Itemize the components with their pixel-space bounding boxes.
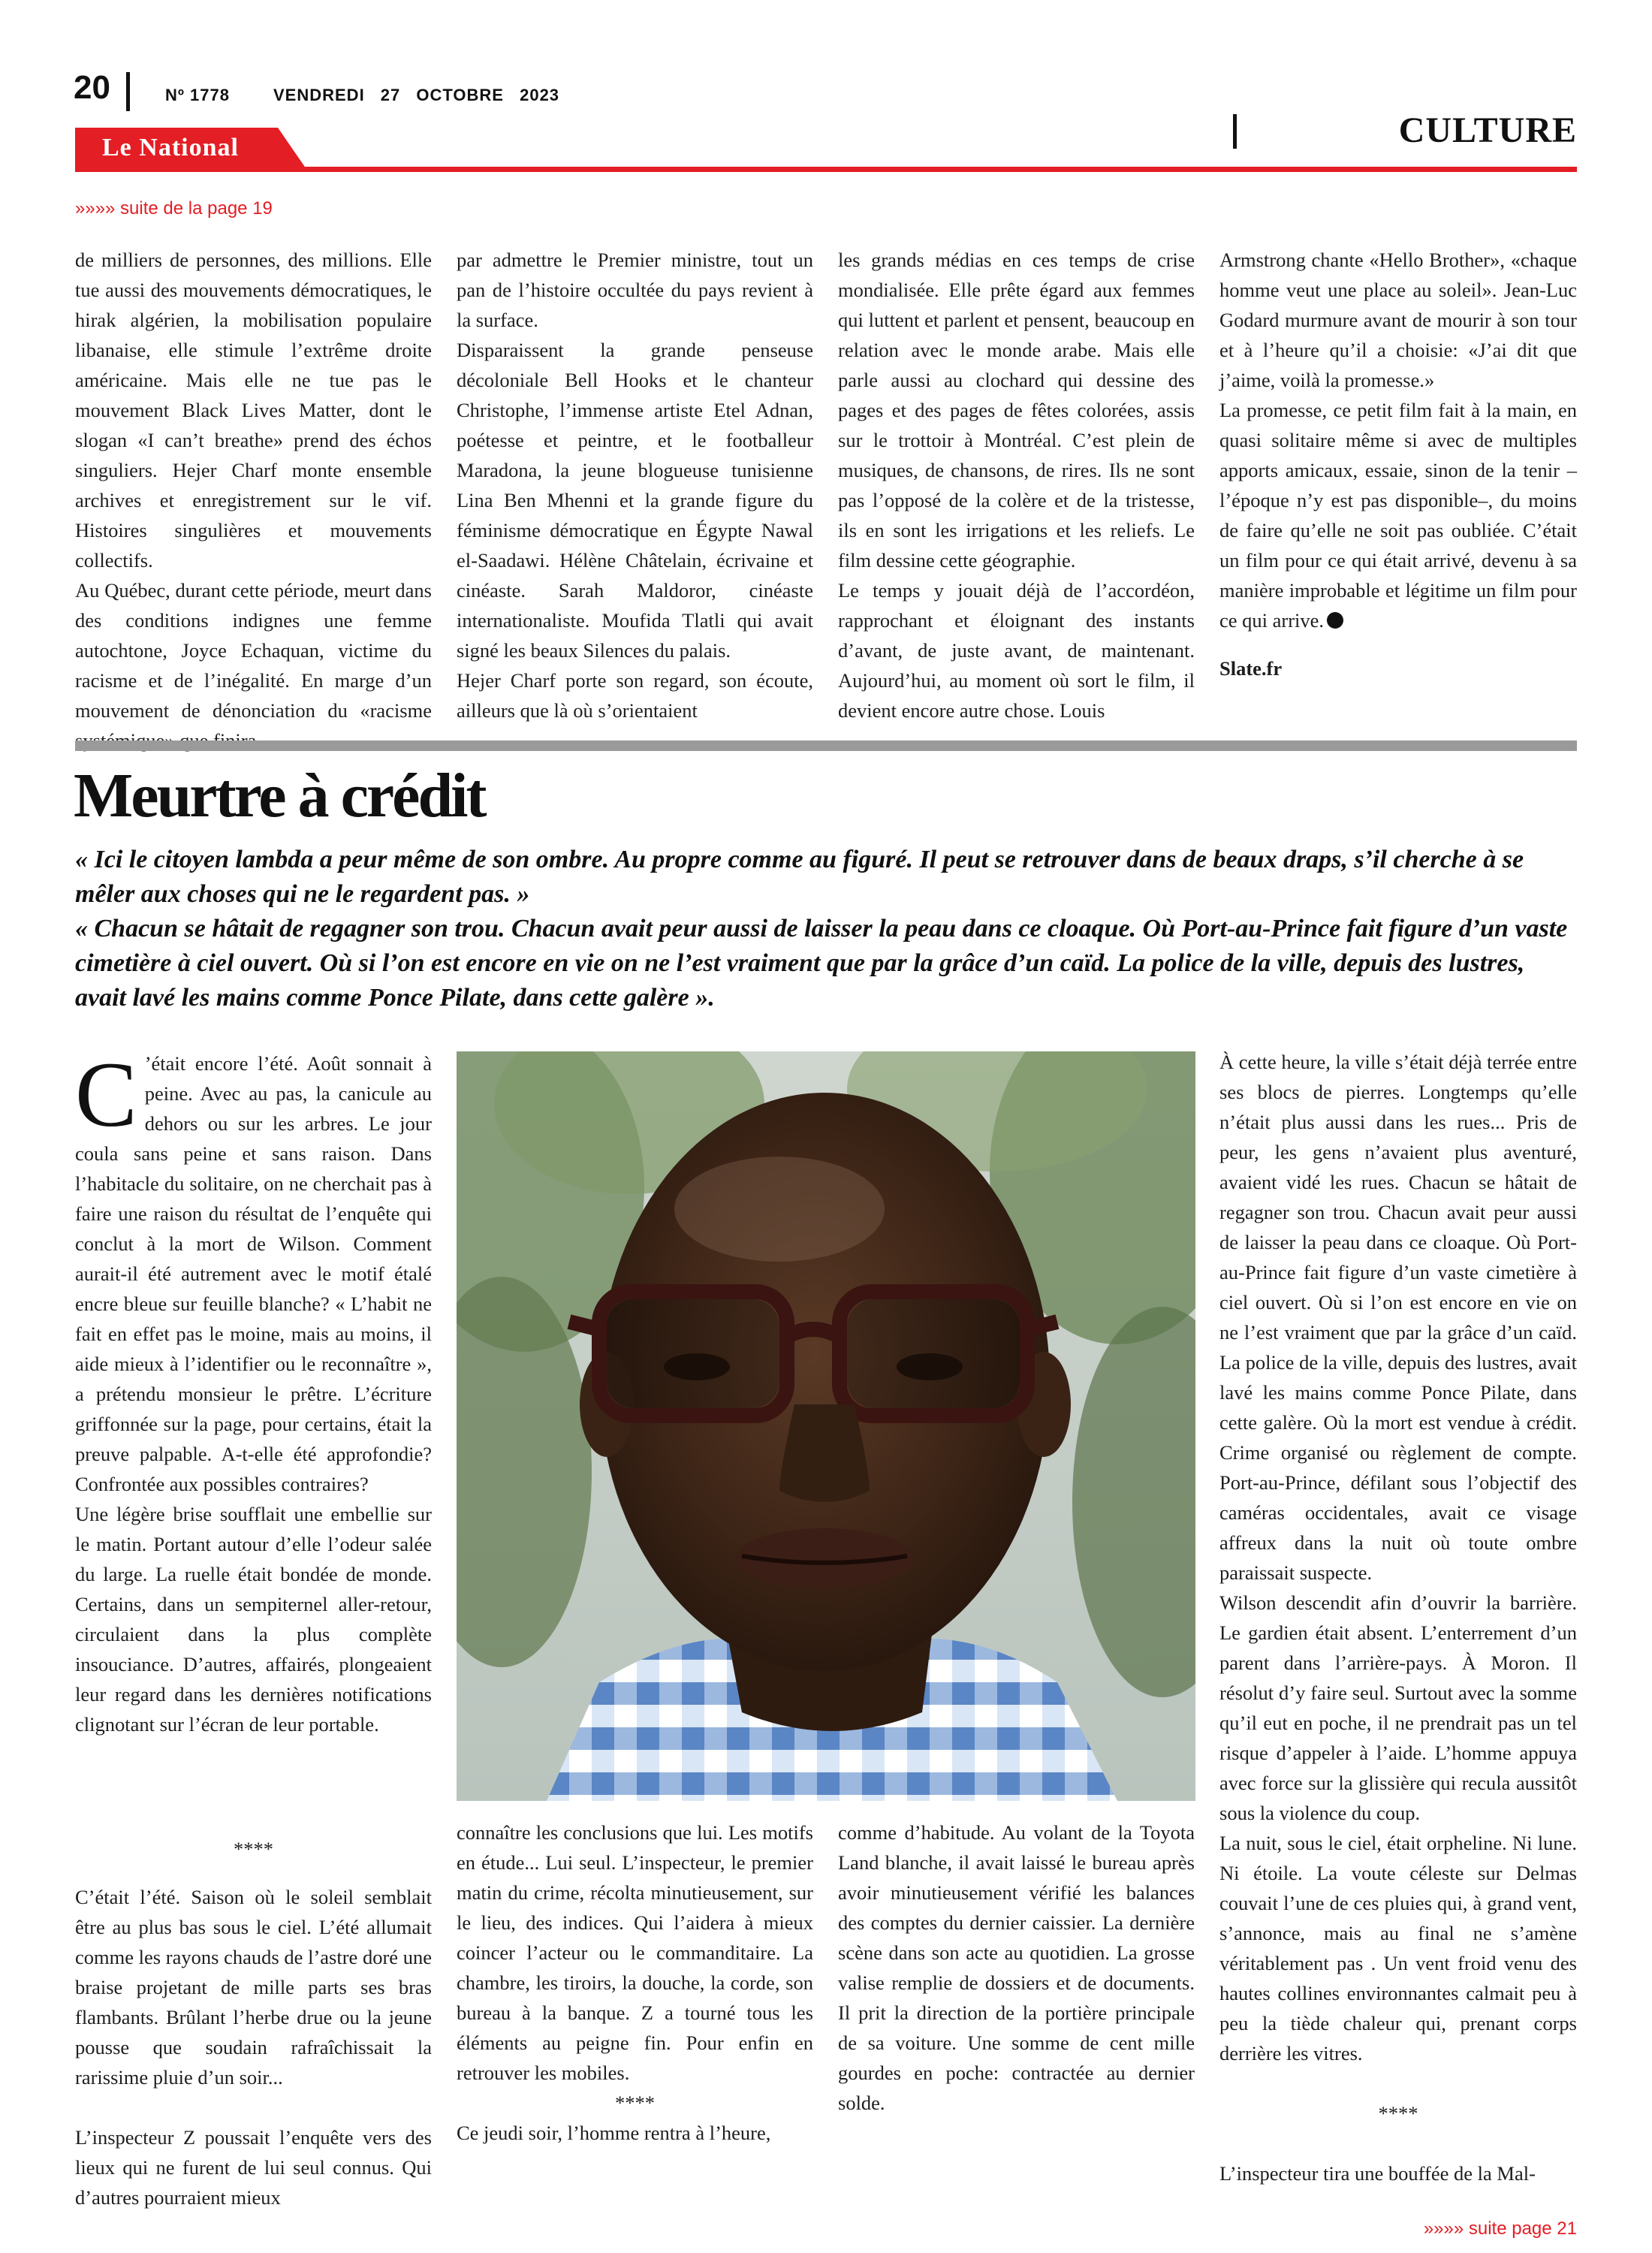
paragraph: Ce jeudi soir, l’homme rentra à l’heure,: [457, 2122, 771, 2144]
paragraph-text: La promesse, ce petit film fait à la main, en quasi solitaire même si avec de multiples apports amicaux, essaie, sinon de la tenir –l’époque n’y est pas disponible–, du moins de faire qu’elle ne soit pas oubliée. C’était un film pour ce qui était arrivé, devenu à sa manière improbable et légitime un film pour ce qui arrive.: [1219, 399, 1577, 632]
paragraph: Armstrong chante «Hello Brother», «chaque homme veut une place au soleil». Jean-Luc Godard murmure avant de mourir à son tour et à l’heure qu’il a choisie: «J’ai dit que j’aime, voilà la promesse.»: [1219, 249, 1577, 391]
prev-article-column-3: [838, 245, 1195, 725]
prev-article-column-2: [457, 245, 813, 725]
paragraph: L’inspecteur Z poussait l’enquête vers des lieux qui ne furent de lui seul connus. Qui d’autres pourraient mieux: [75, 2126, 432, 2209]
paragraph: Disparaissent la grande penseuse décoloniale Bell Hooks et le chanteur Christophe, l’immense artiste Etel Adnan, poétesse et peintre, et le footballeur Maradona, la jeune blogueuse tunisienne Lina Ben Mhenni et la grande figure du féminisme démocratique en Égypte Nawal el-Saadawi. Hélène Châtelain, écrivaine et cinéaste. Sarah Maldoror, cinéaste internationaliste. Moufida Tlatli qui avait signé les beaux Silences du palais.: [457, 339, 813, 662]
prev-article-column-4: [1219, 245, 1577, 683]
section-separator: ****: [615, 2092, 655, 2114]
paragraph: À cette heure, la ville s’était déjà terrée entre ses blocs de pierres. Longtemps qu’elle n’était plus aussi dans les rues... Pris de peur, les gens n’avaient plus aventuré, avaient vidé les rues. Chacun se hâtait de regagner son trou. Chacun avait peur aussi de laisser la peau dans ce cloaque. Où Port-au-Prince fait figure d’un vaste cimetière à ciel ouvert. Où si l’on est encore en vie on ne l’est vraiment que par la grâce d’un caïd. La police de la ville, depuis des lustres, avait lavé les mains comme Ponce Pilate, dans cette galère. Où la mort est vendue à crédit. Crime organisé ou règlement de compte. Port-au-Prince, défilant sous l’objectif des caméras occidentales, avait ce visage affreux dans la nuit où toute ombre paraissait suspecte.: [1219, 1051, 1577, 1584]
section-separator: ****: [234, 1838, 273, 1860]
article-column-3: [838, 1817, 1195, 2118]
article-column-1-bottom: [75, 1834, 432, 2212]
continued-on-link[interactable]: »»»» suite page 21: [1423, 2218, 1577, 2239]
author-portrait-photo: [457, 1051, 1195, 1801]
prev-article-column-1: [75, 245, 432, 756]
article-column-1: [75, 1043, 432, 1739]
paragraph: les grands médias en ces temps de crise mondialisée. Elle prête égard aux femmes qui luttent et parlent et pensent, beaucoup en relation avec le monde arabe. Mais elle parle aussi au clochard qui dessine des pages et des pages de fêtes colorées, assis sur le trottoir à Montréal. C’est plein de musiques, de chansons, de rires. Ils ne sont pas l’opposé de la colère et de la tristesse, ils en sont les irrigations et les reliefs. Le film dessine cette géographie.: [838, 249, 1195, 572]
article-deck: [75, 843, 1577, 1015]
paragraph: [75, 1043, 432, 1499]
paragraph: par admettre le Premier ministre, tout un pan de l’histoire occultée du pays revient à la surface.: [457, 249, 813, 331]
paragraph: connaître les conclusions que lui. Les motifs en étude... Lui seul. L’inspecteur, le premier matin du crime, récolta minutieusement, sur le lieu, des indices. Qui l’aidera à mieux coincer l’acteur ou le commanditaire. La chambre, les tiroirs, la douche, la corde, son bureau à la banque. Z a tourné tous les éléments au peigne fin. Pour enfin en retrouver les mobiles.: [457, 1821, 813, 2084]
issue-number: Nº 1778: [165, 86, 230, 104]
paragraph: [1219, 395, 1577, 635]
paragraph: Wilson descendit afin d’ouvrir la barrière. Le gardien était absent. L’enterrement d’un parent dans l’arrière-pays. À Moron. Il résolut d’y faire seul. Surtout avec la somme qu’il eut en poche, il ne prendrait pas un tel risque d’appeler à l’aide. L’homme appuya avec force sur la glissière qui recula aussitôt sous la violence du coup.: [1219, 1591, 1577, 1824]
header-divider: [126, 72, 130, 111]
section-divider: [1233, 114, 1237, 149]
paragraph: La nuit, sous le ciel, était orpheline. Ni lune. Ni étoile. La voute céleste sur Delmas couvait l’une de ces pluies qui, à grand vent, s’annonce, mais au final ne s’amène véritablement pas . Un vent froid venu des hautes collines environnantes calmait peu à peu la tiède chaleur qui, prenant corps derrière les vitres.: [1219, 1832, 1577, 2064]
deck-quote: « Ici le citoyen lambda a peur même de son ombre. Au propre comme au figuré. Il peut se retrouver dans de beaux draps, s’il cherche à se mêler aux choses qui ne le regardent pas. »: [75, 846, 1524, 908]
end-mark-icon: [1327, 612, 1343, 629]
section-title: CULTURE: [1398, 110, 1577, 150]
section-separator: ****: [1378, 2102, 1418, 2125]
paragraph: Le temps y jouait déjà de l’accordéon, rapprochant et éloignant des instants d’avant, de juste avant, de maintenant. Aujourd’hui, au moment où sort le film, il devient encore autre chose. Louis: [838, 579, 1195, 722]
page-number: 20: [74, 69, 110, 106]
publication-date: VENDREDI 27 OCTOBRE 2023: [273, 86, 560, 104]
article-source: Slate.fr: [1219, 657, 1283, 680]
paragraph: Hejer Charf porte son regard, son écoute, ailleurs que là où s’orientaient: [457, 669, 813, 722]
article-divider: [75, 740, 1577, 751]
header-red-rule: [75, 167, 1577, 172]
paragraph-text: ’était encore l’été. Août sonnait à peine. Avec au pas, la canicule au dehors ou sur les arbres. Le jour coula sans peine et sans raison. Dans l’habitacle du solitaire, on ne cherchait pas à faire une raison du résultat de l’enquête qui conclut à la mort de Wilson. Comment aurait-il été autrement avec le motif étalé encre bleue sur feuille blanche? « L’habit ne fait en effet pas le moine, mais au moins, il aide mieux à l’identifier ou le reconnaître », a prétendu monsieur le prêtre. L’écriture griffonnée sur la page, pour certains, était la preuve palpable. A-t-elle été approfondie? Confrontée aux possibles contraires?: [75, 1052, 432, 1495]
paragraph: C’était l’été. Saison où le soleil semblait être au plus bas sous le ciel. L’été allumait comme les rayons chauds de l’astre doré une braise projetant de mille parts ses bras flambants. Brûlant l’herbe drue ou la jeune pousse que soudain rafraîchissait la rarissime pluie d’un soir...: [75, 1886, 432, 2089]
continued-from-link[interactable]: »»»» suite de la page 19: [75, 198, 273, 219]
newspaper-name: Le National: [102, 134, 239, 161]
article-headline: Meurtre à crédit: [74, 761, 485, 831]
paragraph: comme d’habitude. Au volant de la Toyota Land blanche, il avait laissé le bureau après avoir minutieusement vérifié les balances des comptes du dernier caissier. La dernière scène dans son acte au quotidien. La grosse valise remplie de dossiers et de documents. Il prit la direction de la portière principale de sa voiture. Une somme de cent mille gourdes en poche: contractée au dernier solde.: [838, 1821, 1195, 2114]
paragraph: de milliers de personnes, des millions. Elle tue aussi des mouvements démocratiques, le hirak algérien, la mobilisation populaire libanaise, elle stimule l’extrême droite américaine. Mais elle ne tue pas le mouvement Black Lives Matter, dont le slogan «I can’t breathe» prend des échos singuliers. Hejer Charf monte ensemble archives et enregistrement sur le vif. Histoires singulières et mouvements collectifs.: [75, 249, 432, 572]
deck-quote: « Chacun se hâtait de regagner son trou. Chacun avait peur aussi de laisser la peau dans ce cloaque. Où Port-au-Prince fait figure d’un vaste cimetière à ciel ouvert. Où si l’on est encore en vie on ne l’est vraiment que par la grâce d’un caïd. La police de la ville, depuis des lustres, avait lavé les mains comme Ponce Pilate, dans cette galère ».: [75, 915, 1568, 1012]
article-column-2: [457, 1817, 813, 2148]
paragraph: L’inspecteur tira une bouffée de la Mal-: [1219, 2162, 1536, 2185]
paragraph: Une légère brise soufflait une embellie sur le matin. Portant autour d’elle l’odeur salée du large. La ruelle était bondée de monde. Certains, dans un sempiternel aller-retour, circulaient dans la plus complète insouciance. D’autres, affairés, plongeaient leur regard dans les dernières notifications clignotant sur l’écran de leur portable.: [75, 1503, 432, 1736]
paragraph: Au Québec, durant cette période, meurt dans des conditions indignes une femme autochtone, Joyce Echaquan, victime du racisme et de l’inégalité. En marge d’un mouvement de dénonciation du «racisme: [75, 579, 432, 722]
article-column-4: [1219, 1047, 1577, 2188]
drop-cap: C: [75, 1043, 137, 1146]
